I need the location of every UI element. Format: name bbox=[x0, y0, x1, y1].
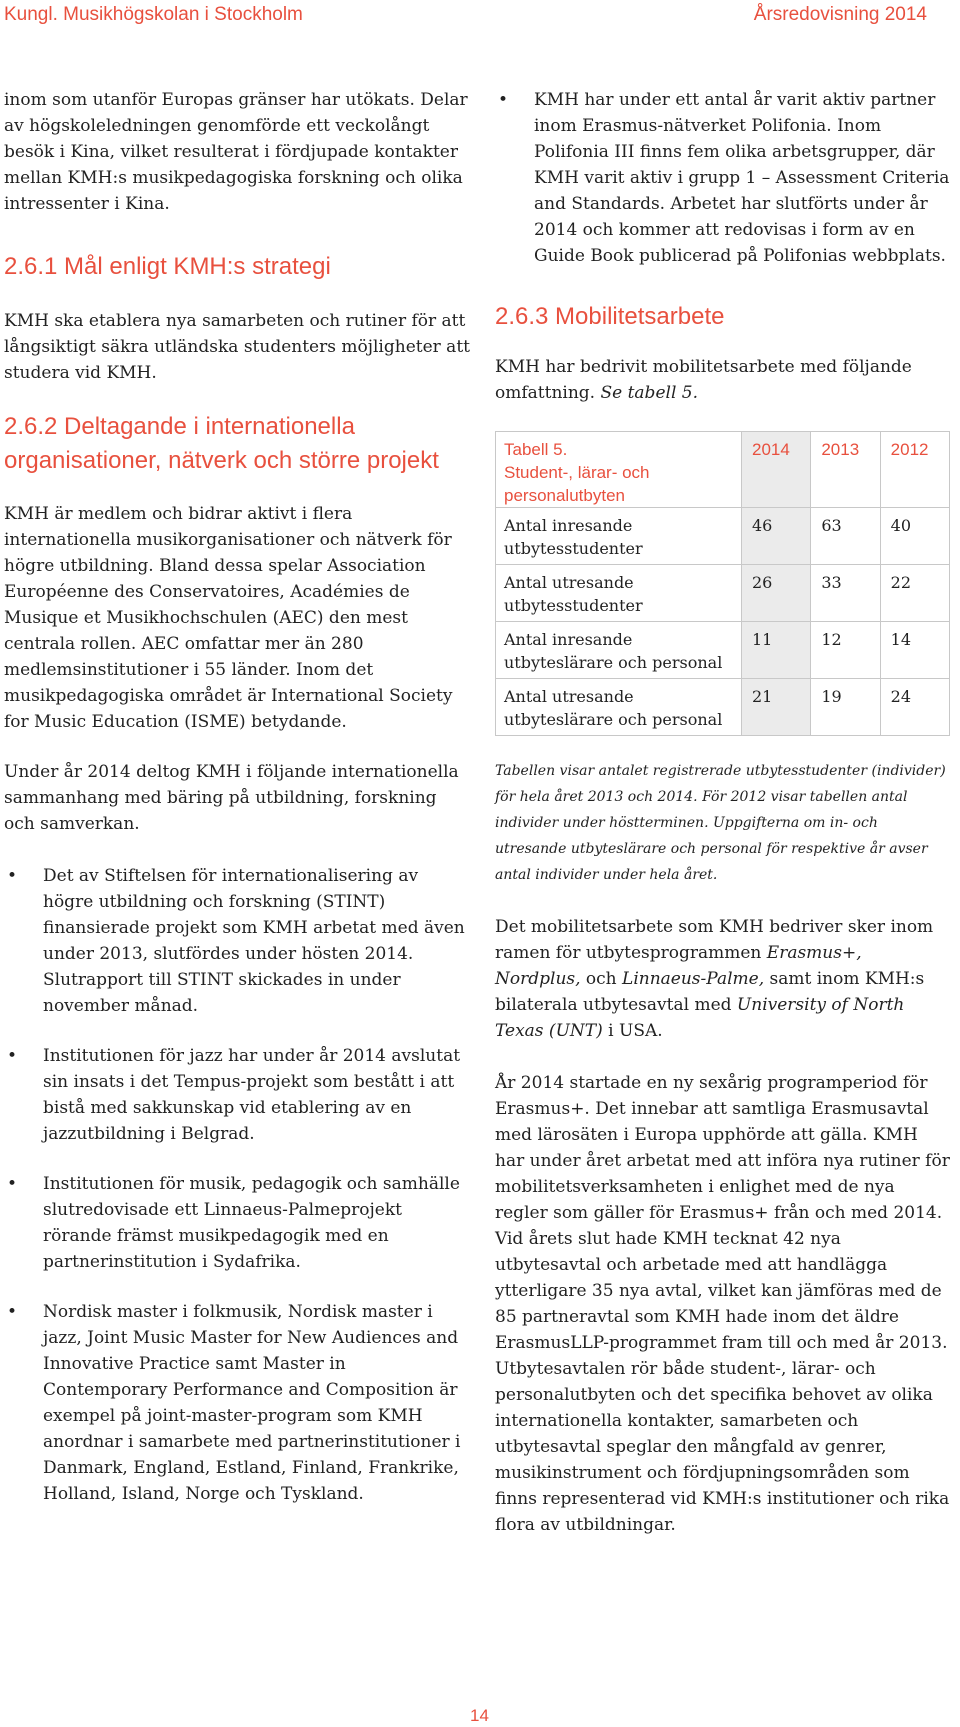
paragraph-erasmus-period: År 2014 startade en ny sexårig programperiod för Erasmus+. Det innebar att samtliga Erasmusavtal med lärosäten i Europa upphörde att gälla. KMH har under året arbetat med att införa nya rutiner för mobilitetsverksamheten i enlighet med de nya regler som gäller för Erasmus+ från och med 2014. Vid årets slut hade KMH tecknat 42 nya utbytesavtal och arbetade med att handlägga ytterligare 35 nya avtal, vilket kan jämföras med de 85 partneravtal som KMH hade inom det äldre ErasmusLLP-programmet fram till och med år 2013. Utbytesavtalen rör både student-, lärar- och personalutbyten och det specifika behovet av olika internationella kontakter, samarbeten och utbytesavtal speglar den mångfald av genrer, musikinstrument och fördjupningsområden som finns representerad vid KMH:s institutioner och rika flora av utbildningar. bbox=[495, 1073, 950, 1535]
list-item: • Institutionen för musik, pedagogik och samhälle slutredovisade ett Linnaeus-Palmeprojekt rörande främst musikpedagogik med en partnerinstitution i Sydafrika. bbox=[4, 1171, 470, 1275]
heading-2-6-2: 2.6.2 Deltagande i internationella organisationer, nätverk och större projekt bbox=[4, 413, 439, 474]
row-label: Antal inresande utbyteslärare och personal bbox=[496, 622, 742, 679]
table-title: Tabell 5. Student-, lärar- och personalutbyten bbox=[496, 432, 742, 508]
table-row bbox=[496, 679, 950, 736]
list-item: • Det av Stiftelsen för internationalisering av högre utbildning och forskning (STINT) finansierade projekt som KMH arbetat med även under 2013, slutfördes under hösten 2014. Slutrapport till STINT skickades in under november månad. bbox=[4, 863, 470, 1019]
table-cell: 21 bbox=[742, 679, 811, 736]
paragraph-exchange-programs bbox=[495, 914, 950, 1044]
right-column bbox=[495, 87, 950, 1538]
page-number: 14 bbox=[470, 1706, 489, 1725]
table-cell: 63 bbox=[811, 508, 880, 565]
table-cell: 26 bbox=[742, 565, 811, 622]
table-row bbox=[496, 622, 950, 679]
paragraph-membership: KMH är medlem och bidrar aktivt i flera internationella musikorganisationer och nätverk för högre utbildning. Bland dessa spelar Association Européenne des Conservatoires, Académies de Musique et Musikhochschulen (AEC) den mest centrala rollen. AEC omfattar mer än 280 medlemsinstitutioner i 55 länder. Inom det musikpedagogiska området är International Society for Music Education (ISME) betydande. bbox=[4, 504, 453, 732]
table-cell: 22 bbox=[880, 565, 949, 622]
table-cell: 11 bbox=[742, 622, 811, 679]
paragraph-intro: inom som utanför Europas gränser har utökats. Delar av högskoleledningen genomförde ett veckolångt besök i Kina, vilket resulterat i fördjupade kontakter mellan KMH:s musikpedagogiska forskning och olika intressenter i Kina. bbox=[4, 90, 468, 214]
table-reference: Se tabell 5. bbox=[600, 383, 699, 403]
year-header: 2012 bbox=[880, 432, 949, 508]
list-item: • Nordisk master i folkmusik, Nordisk master i jazz, Joint Music Master for New Audiences and Innovative Practice samt Master in Contemporary Performance and Composition är exempel på joint-master-program som KMH anordnar i samarbete med partnerinstitutioner i Danmark, England, Estland, Finland, Frankrike, Holland, Island, Norge och Tyskland. bbox=[4, 1299, 470, 1507]
table-caption: Tabellen visar antalet registrerade utbytesstudenter (individer) för hela året 2013 och 2014. För 2012 visar tabellen antal individer under höstterminen. Uppgifterna om in- och utresande utbyteslärare och personal för respektive år avser antal individer under hela året. bbox=[495, 763, 946, 883]
year-header: 2014 bbox=[742, 432, 811, 508]
table-cell: 14 bbox=[880, 622, 949, 679]
row-label: Antal inresande utbytesstudenter bbox=[496, 508, 742, 565]
mobility-scope-text: KMH har bedrivit mobilitetsarbete med följande omfattning. bbox=[495, 357, 912, 403]
running-header-institution: Kungl. Musikhögskolan i Stockholm bbox=[4, 4, 303, 25]
text-run-italic: Linnaeus-Palme, bbox=[622, 969, 765, 989]
text-run-italic: University of North Texas (UNT) bbox=[495, 995, 905, 1041]
bullet-list-left bbox=[4, 863, 470, 1507]
heading-2-6-3: 2.6.3 Mobilitetsarbete bbox=[495, 303, 725, 330]
text-run: i USA. bbox=[602, 1021, 663, 1041]
table-cell: 24 bbox=[880, 679, 949, 736]
list-item: • KMH har under ett antal år varit aktiv partner inom Erasmus-nätverket Polifonia. Inom Polifonia III finns fem olika arbetsgrupper, där KMH varit aktiv i grupp 1 – Assessment Criteria and Standards. Arbetet har slutförts under år 2014 och kommer att redovisas i form av en Guide Book publicerad på Polifonias webbplats. bbox=[495, 87, 950, 269]
running-header-report: Årsredovisning 2014 bbox=[753, 4, 927, 25]
left-column bbox=[4, 87, 470, 1507]
paragraph-2014-participation: Under år 2014 deltog KMH i följande internationella sammanhang med bäring på utbildning, forskning och samverkan. bbox=[4, 762, 459, 834]
table-header-row bbox=[496, 432, 950, 508]
table-cell: 19 bbox=[811, 679, 880, 736]
table-cell: 12 bbox=[811, 622, 880, 679]
table-row bbox=[496, 508, 950, 565]
table-cell: 46 bbox=[742, 508, 811, 565]
text-run: och bbox=[580, 969, 623, 989]
table-cell: 33 bbox=[811, 565, 880, 622]
table-row bbox=[496, 565, 950, 622]
text-run-italic: Erasmus+, Nordplus, bbox=[495, 943, 862, 989]
year-header: 2013 bbox=[811, 432, 880, 508]
heading-2-6-1: 2.6.1 Mål enligt KMH:s strategi bbox=[4, 253, 331, 280]
row-label: Antal utresande utbytesstudenter bbox=[496, 565, 742, 622]
table-cell: 40 bbox=[880, 508, 949, 565]
paragraph-mobility-scope bbox=[495, 354, 950, 406]
bullet-list-right bbox=[495, 87, 950, 269]
text-run: samt inom KMH:s bilaterala utbytesavtal med bbox=[495, 969, 925, 1015]
paragraph-strategy: KMH ska etablera nya samarbeten och rutiner för att långsiktigt säkra utländska studenters möjligheter att studera vid KMH. bbox=[4, 311, 470, 383]
exchange-table bbox=[495, 431, 950, 736]
row-label: Antal utresande utbyteslärare och personal bbox=[496, 679, 742, 736]
text-run: Det mobilitetsarbete som KMH bedriver sker inom ramen för utbytesprogrammen bbox=[495, 917, 934, 963]
list-item: • Institutionen för jazz har under år 2014 avslutat sin insats i det Tempus-projekt som bestått i att bistå med sakkunskap vid etablering av en jazzutbildning i Belgrad. bbox=[4, 1043, 470, 1147]
